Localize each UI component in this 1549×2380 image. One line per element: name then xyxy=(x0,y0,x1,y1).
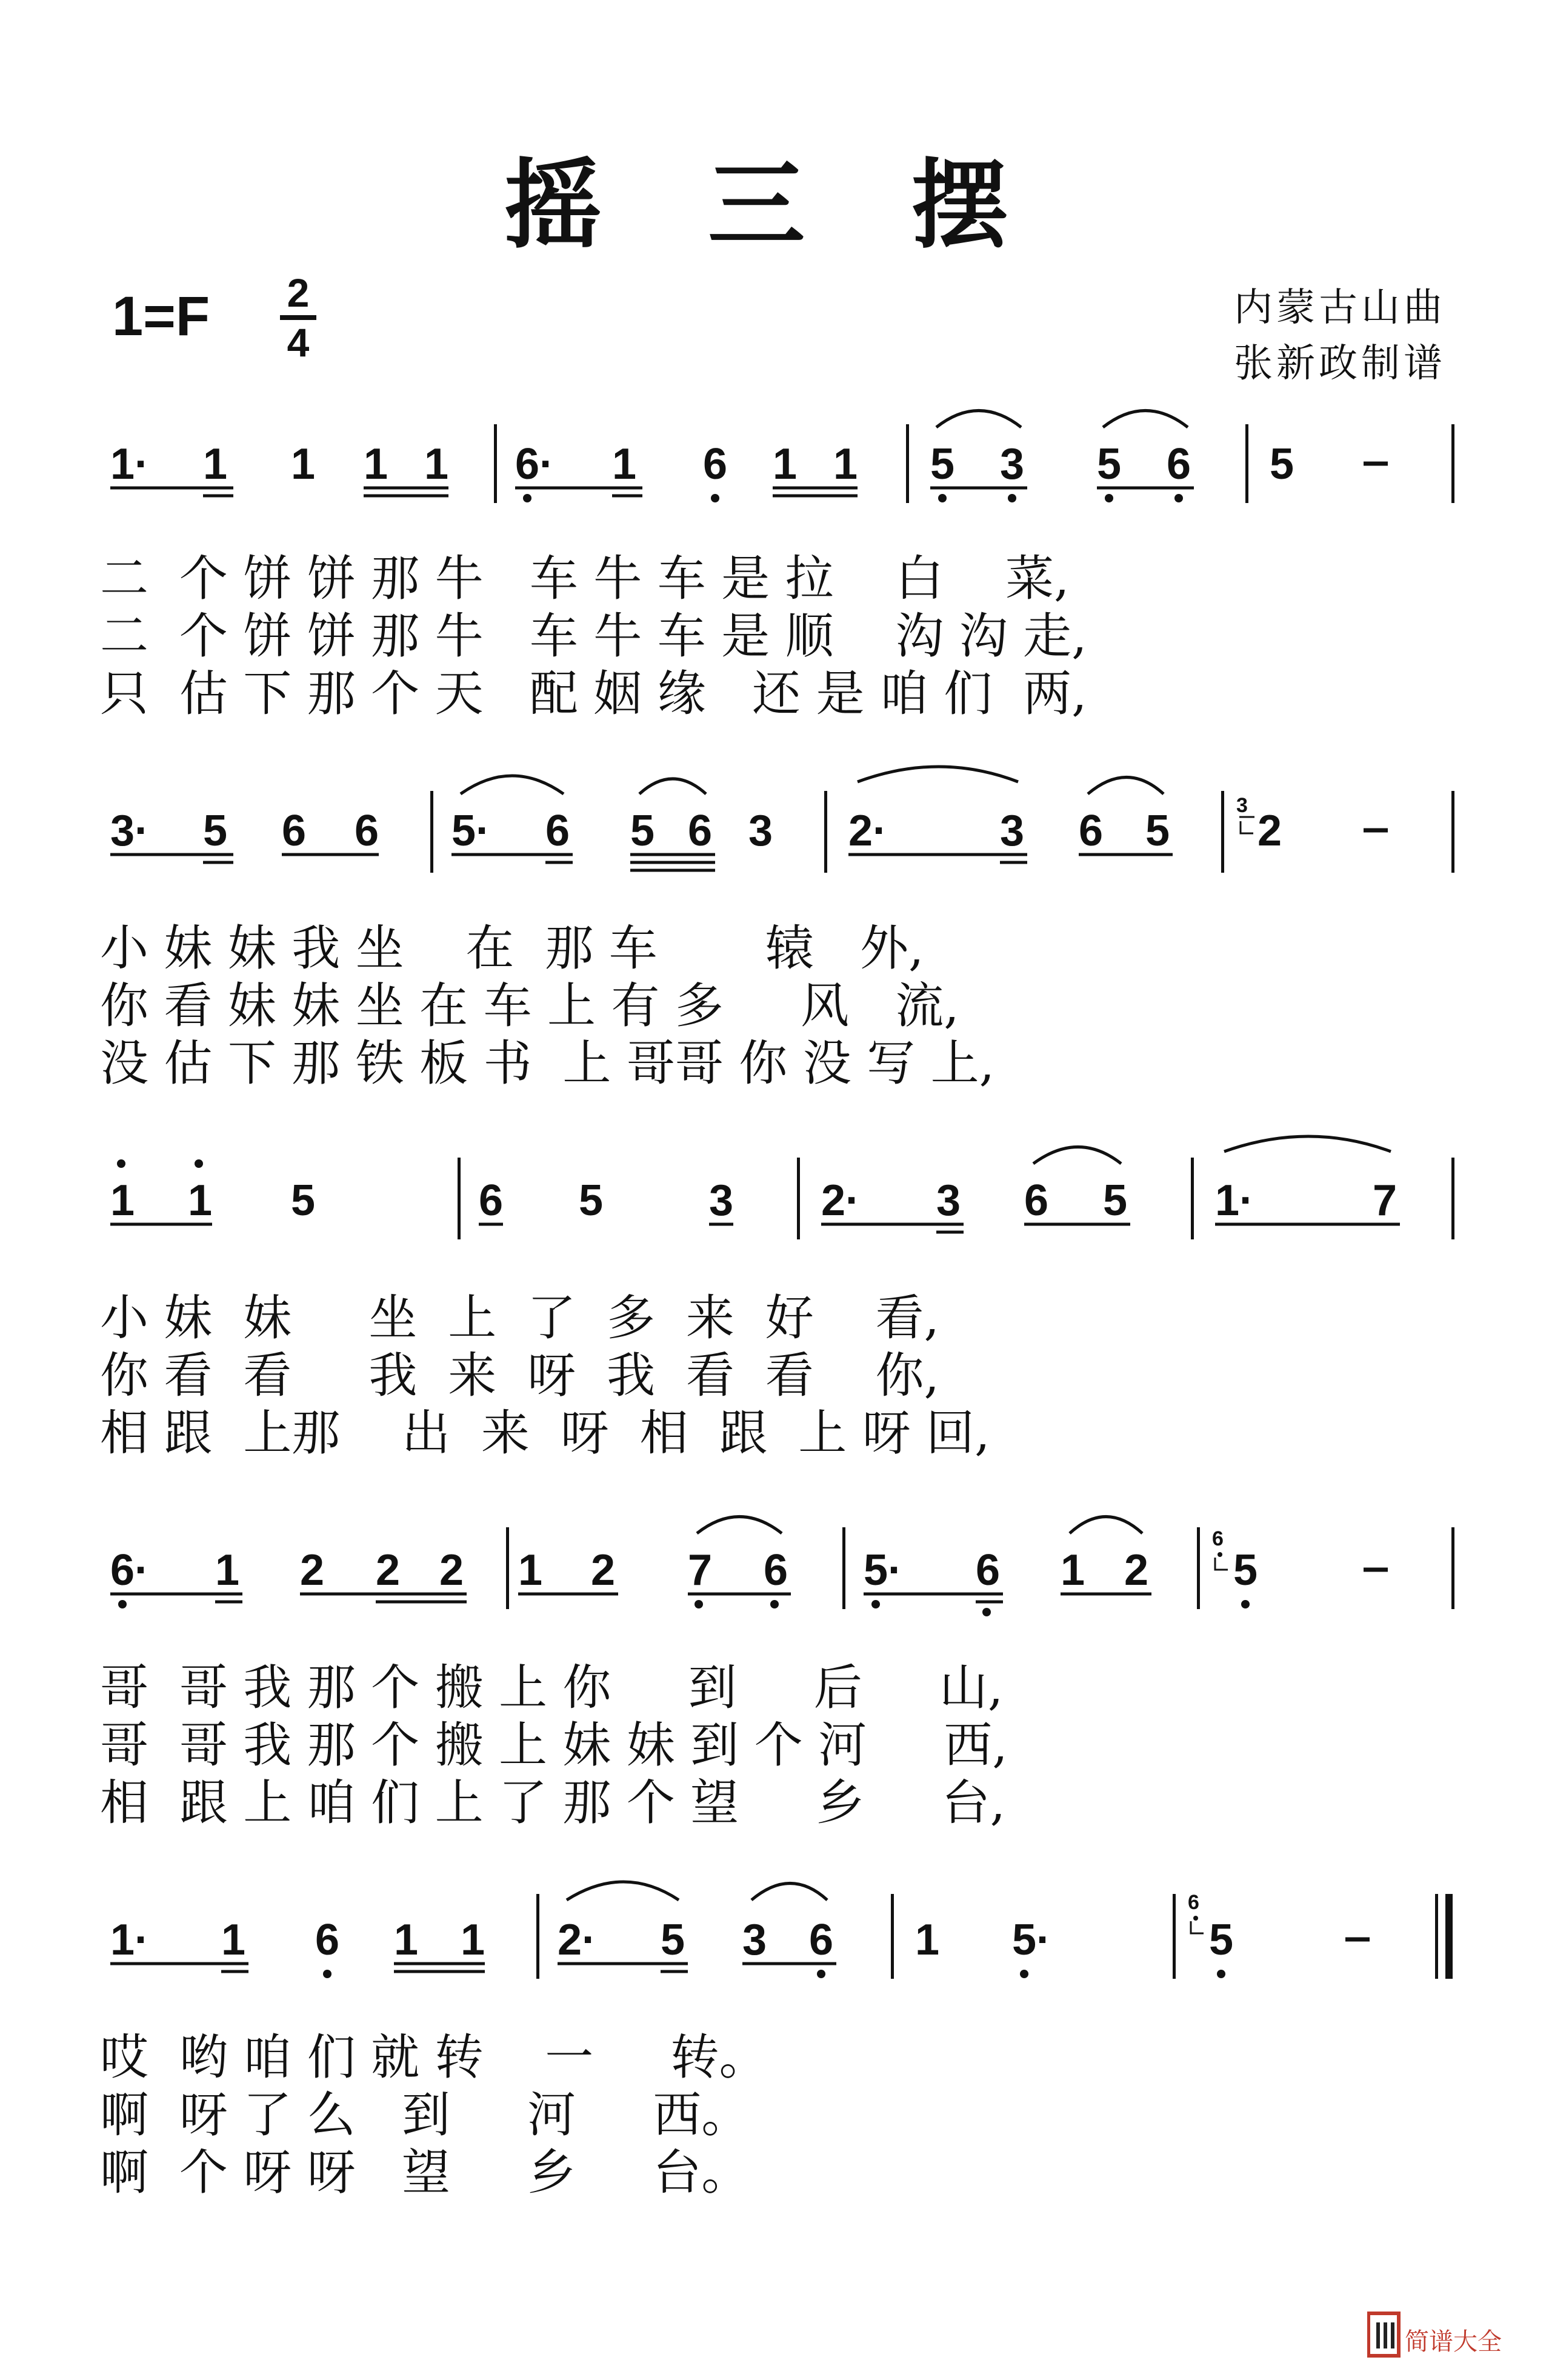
svg-text:1: 1 xyxy=(612,440,637,488)
credit-arranger: 张新政制谱 xyxy=(1234,341,1446,386)
svg-text:1: 1 xyxy=(518,1546,543,1595)
svg-text:1: 1 xyxy=(110,1176,135,1225)
svg-text:3: 3 xyxy=(748,807,773,855)
svg-text:5: 5 xyxy=(1270,440,1294,488)
svg-text:6: 6 xyxy=(809,1916,834,1964)
svg-text:1: 1 xyxy=(1061,1546,1085,1595)
svg-text:1·: 1· xyxy=(1215,1176,1254,1225)
svg-text:2: 2 xyxy=(1258,807,1282,855)
svg-text:2: 2 xyxy=(376,1546,401,1595)
svg-text:1: 1 xyxy=(773,440,798,488)
svg-text:1: 1 xyxy=(215,1546,240,1595)
svg-text:2: 2 xyxy=(439,1546,464,1595)
svg-text:5: 5 xyxy=(291,1176,316,1225)
lyric-line-5-3: 啊 个 呀 呀 望 乡 台。 xyxy=(100,2144,750,2201)
lyric-line-3-2: 你 看 看 我 来 呀 我 看 看 你, xyxy=(100,1347,939,1404)
system-4 xyxy=(110,1517,1454,1617)
svg-text:2: 2 xyxy=(1124,1546,1149,1595)
lyric-line-5-1: 哎 哟 咱 们 就 转 一 转。 xyxy=(100,2029,768,2085)
svg-text:2: 2 xyxy=(300,1546,325,1595)
svg-text:3: 3 xyxy=(936,1176,961,1225)
svg-text:2·: 2· xyxy=(558,1916,597,1964)
svg-text:6: 6 xyxy=(545,807,570,855)
svg-text:2: 2 xyxy=(591,1546,616,1595)
lyric-line-4-2: 哥 哥 我 那 个 搬 上 妹 妹 到 个 河 西, xyxy=(100,1717,1008,1773)
credit-origin: 内蒙古山曲 xyxy=(1234,285,1446,330)
svg-text:5: 5 xyxy=(203,807,228,855)
svg-text:5·: 5· xyxy=(451,807,491,855)
system-2 xyxy=(110,767,1454,873)
svg-text:6: 6 xyxy=(315,1916,340,1964)
system-5 xyxy=(110,1882,1453,1979)
svg-text:6: 6 xyxy=(1079,807,1104,855)
svg-text:6: 6 xyxy=(703,440,728,488)
lyric-line-1-1: 二 个 饼 饼 那 牛 车 牛 车 是 拉 白 菜, xyxy=(100,550,1070,607)
svg-text:1: 1 xyxy=(833,440,858,488)
svg-text:7: 7 xyxy=(688,1546,713,1595)
svg-text:5: 5 xyxy=(579,1176,604,1225)
lyric-line-3-3: 相 跟 上那 出 来 呀 相 跟 上 呀 回, xyxy=(100,1405,990,1461)
svg-text:6: 6 xyxy=(976,1546,1001,1595)
svg-text:1: 1 xyxy=(203,440,228,488)
lyric-line-4-3: 相 跟 上 咱 们 上 了 那 个 望 乡 台, xyxy=(100,1775,1006,1831)
lyric-line-5-2: 啊 呀 了 么 到 河 西。 xyxy=(100,2087,750,2143)
svg-text:1: 1 xyxy=(915,1916,940,1964)
svg-text:1: 1 xyxy=(461,1916,485,1964)
lyric-line-4-1: 哥 哥 我 那 个 搬 上 你 到 后 山, xyxy=(100,1659,1004,1716)
time-signature-bottom: 4 xyxy=(287,320,310,365)
svg-text:6: 6 xyxy=(282,807,307,855)
svg-text:3·: 3· xyxy=(110,807,150,855)
svg-text:3: 3 xyxy=(1236,794,1248,817)
svg-text:3: 3 xyxy=(709,1176,734,1225)
system-3 xyxy=(110,1136,1454,1239)
svg-text:1: 1 xyxy=(291,440,316,488)
lyric-line-2-2: 你 看 妹 妹 坐 在 车 上 有 多 风 流, xyxy=(100,978,959,1034)
svg-text:6: 6 xyxy=(688,807,713,855)
svg-text:5: 5 xyxy=(1097,440,1122,488)
svg-text:6: 6 xyxy=(355,807,379,855)
svg-text:6·: 6· xyxy=(515,440,555,488)
svg-text:7: 7 xyxy=(1373,1176,1397,1225)
svg-text:6·: 6· xyxy=(110,1546,150,1595)
svg-text:6: 6 xyxy=(1167,440,1191,488)
svg-text:1·: 1· xyxy=(110,440,150,488)
svg-text:5: 5 xyxy=(1209,1916,1234,1964)
svg-text:5: 5 xyxy=(630,807,655,855)
svg-text:1: 1 xyxy=(188,1176,213,1225)
system-1 xyxy=(110,411,1454,504)
svg-text:5: 5 xyxy=(1145,807,1170,855)
svg-text:2·: 2· xyxy=(821,1176,861,1225)
lyric-line-1-3: 只 估 下 那 个 天 配 姻 缘 还 是 咱 们 两, xyxy=(100,665,1087,722)
svg-text:1: 1 xyxy=(394,1916,419,1964)
lyric-line-2-1: 小 妹 妹 我 坐 在 那 车 辕 外, xyxy=(100,920,924,976)
svg-text:5: 5 xyxy=(661,1916,685,1964)
lyric-line-2-3: 没 估 下 那 铁 板 书 上 哥哥 你 没 写 上, xyxy=(100,1035,995,1092)
watermark-logo xyxy=(1367,2301,1537,2368)
svg-text:6: 6 xyxy=(1212,1527,1224,1550)
lyric-line-3-1: 小 妹 妹 坐 上 了 多 来 好 看, xyxy=(100,1290,939,1346)
svg-text:6: 6 xyxy=(764,1546,788,1595)
svg-text:5: 5 xyxy=(1233,1546,1258,1595)
song-title: 摇 三 摆 xyxy=(504,148,1045,262)
key-signature: 1=F xyxy=(112,285,210,347)
time-signature-top: 2 xyxy=(287,270,310,315)
svg-text:5·: 5· xyxy=(864,1546,903,1595)
svg-text:5: 5 xyxy=(930,440,955,488)
svg-text:1·: 1· xyxy=(110,1916,150,1964)
svg-text:5: 5 xyxy=(1103,1176,1128,1225)
svg-text:2·: 2· xyxy=(848,807,888,855)
svg-text:3: 3 xyxy=(1000,807,1025,855)
svg-text:5·: 5· xyxy=(1012,1916,1051,1964)
svg-text:1: 1 xyxy=(424,440,449,488)
svg-text:1: 1 xyxy=(364,440,388,488)
lyric-line-1-2: 二 个 饼 饼 那 牛 车 牛 车 是 顺 沟 沟 走, xyxy=(100,608,1087,664)
svg-text:3: 3 xyxy=(742,1916,767,1964)
svg-text:6: 6 xyxy=(1024,1176,1049,1225)
svg-text:1: 1 xyxy=(221,1916,246,1964)
svg-text:6: 6 xyxy=(1188,1891,1199,1914)
svg-text:6: 6 xyxy=(479,1176,504,1225)
svg-text:3: 3 xyxy=(1000,440,1025,488)
watermark-text: 简谱大全 xyxy=(1405,2328,1502,2356)
